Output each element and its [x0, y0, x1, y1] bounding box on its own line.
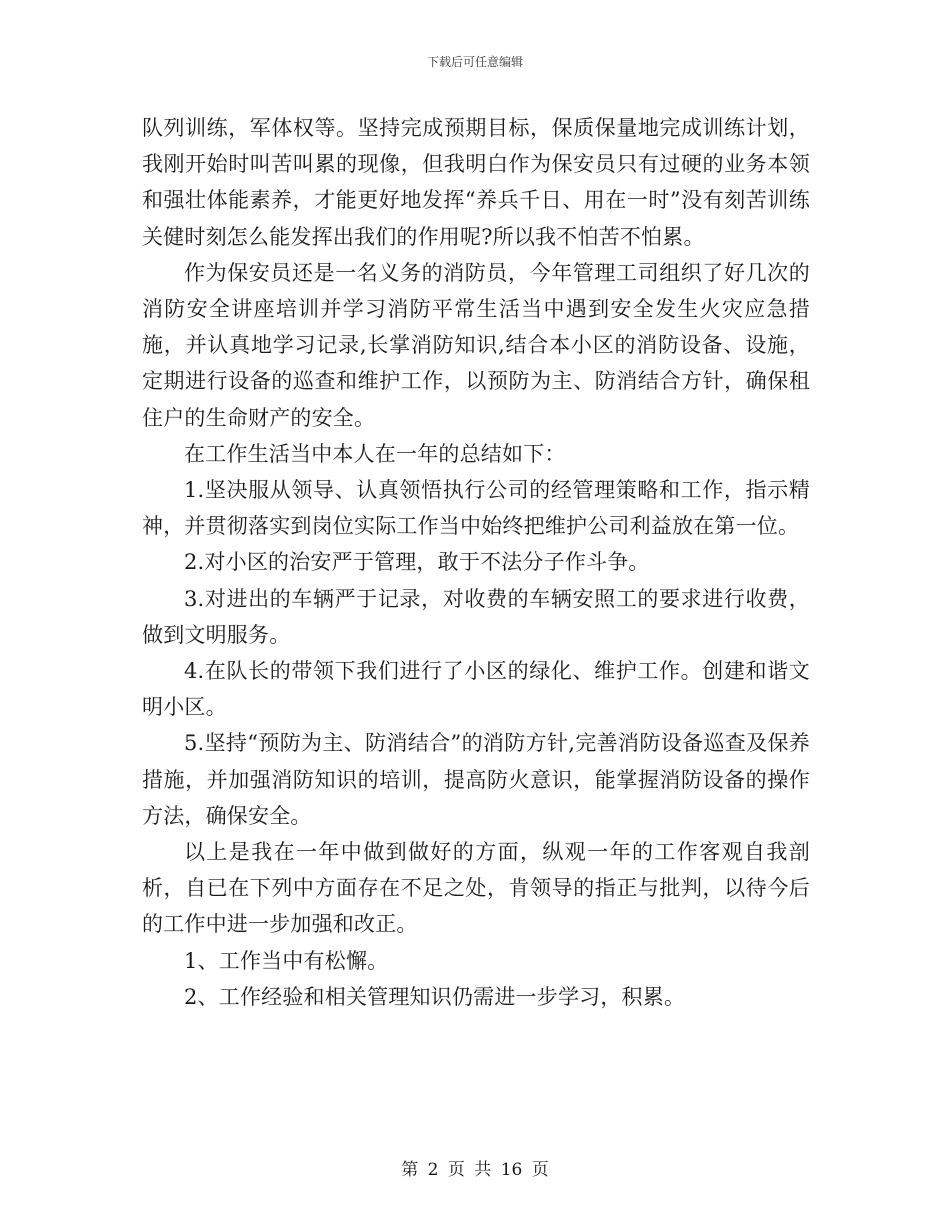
document-body: [142, 110, 810, 1015]
shortcoming-item-1: 1、工作当中有松懈。: [184, 948, 389, 973]
list-item-4: 4.在队长的带领下我们进行了小区的绿化、维护工作。创建和谐文明小区。: [142, 659, 810, 720]
paragraph-summary: 以上是我在一年中做到做好的方面，纵观一年的工作客观自我剖析，自已在下列中方面存在不足之处，肯领导的指正与批判，以待今后的工作中进一步加强和改正。: [142, 840, 810, 937]
paragraph-2: 作为保安员还是一名义务的消防员，今年管理工司组织了好几次的消防安全讲座培训并学习消防平常生活当中遇到安全发生火灾应急措施，并认真地学习记录,长掌消防知识,结合本小区的消防设备、设施，定期进行设备的巡查和维护工作，以预防为主、防消结合方针，确保租住户的生命财产的安全。: [142, 260, 810, 430]
list-item-2: 2.对小区的治安严于管理，敢于不法分子作斗争。: [184, 550, 650, 575]
list-item-5: 5.坚持“预防为主、防消结合”的消防方针,完善消防设备巡查及保养措施，并加强消防知识的培训，提高防火意识，能掌握消防设备的操作方法，确保安全。: [142, 731, 810, 828]
list-item-1: 1.坚决服从领导、认真领悟执行公司的经管理策略和工作，指示精神，并贯彻落实到岗位实际工作当中始终把维护公司利益放在第一位。: [142, 478, 810, 539]
list-item-3: 3.对进出的车辆严于记录，对收费的车辆安照工的要求进行收费，做到文明服务。: [142, 586, 810, 647]
page-header: 下载后可任意编辑: [426, 55, 523, 69]
shortcoming-item-2: 2、工作经验和相关管理知识仍需进一步学习，积累。: [184, 984, 686, 1009]
paragraph-1: 队列训练，军体权等。坚持完成预期目标，保质保量地完成训练计划，我刚开始时叫苦叫累的现像，但我明白作为保安员只有过硬的业务本领和强壮体能素养，才能更好地发挥“养兵千日、用在一时”没有刻苦训练关健时刻怎么能发挥出我们的作用呢?所以我不怕苦不怕累。: [142, 116, 810, 249]
paragraph-3: 在工作生活当中本人在一年的总结如下：: [184, 441, 566, 466]
page-footer: 第 2 页 共 16 页: [401, 1160, 549, 1180]
